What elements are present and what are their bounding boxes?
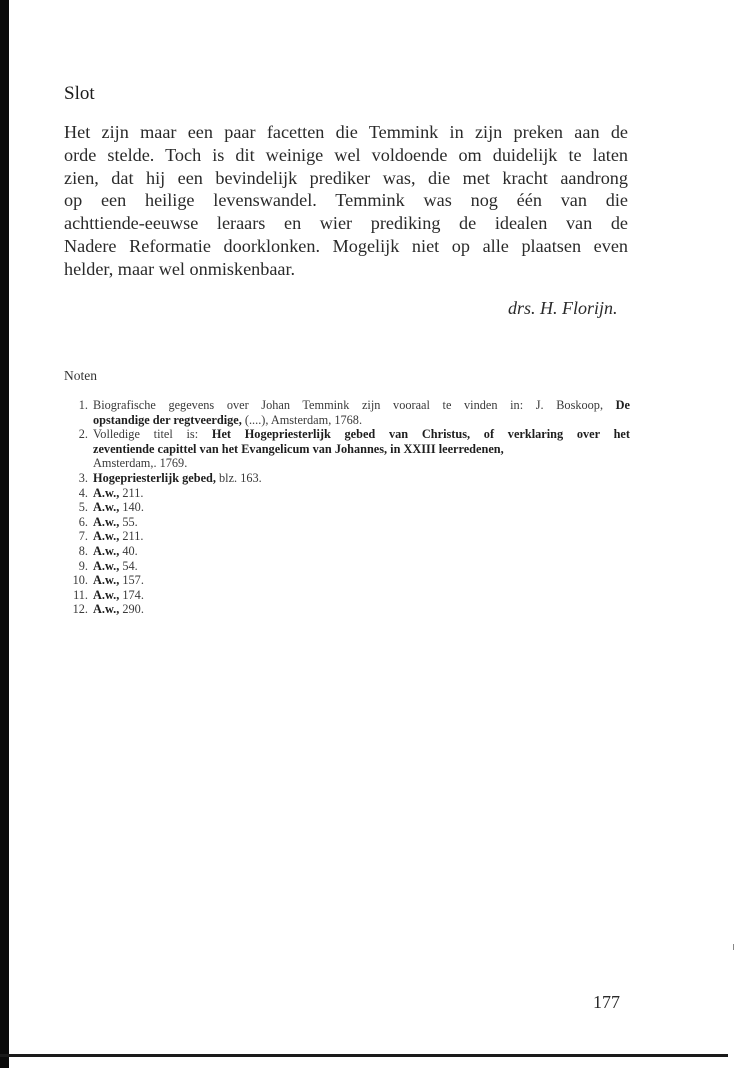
footnote <box>64 588 630 603</box>
footnote-bold-text: A.w., <box>93 543 120 558</box>
footnote-number: 2. <box>78 427 88 442</box>
page-number: 177 <box>593 992 620 1012</box>
footnote <box>64 471 630 486</box>
footnotes-list <box>64 398 630 617</box>
footnote-bold-text: A.w., <box>93 602 120 617</box>
footnote-plain-text: 54. <box>119 558 138 573</box>
footnote <box>64 486 630 501</box>
footnote-plain-text: blz. 163. <box>215 470 262 485</box>
footnote-plain-text: Biografische gegevens over Johan Temmink zijn vooraal te vinden in: J. Boskoop, <box>93 398 616 412</box>
footnote-number: 10. <box>72 573 88 588</box>
footnote-number: 9. <box>78 558 88 573</box>
footnote <box>64 544 630 559</box>
footnote-bold-text: A.w., <box>93 500 120 515</box>
footnote-text <box>93 471 630 486</box>
footnote-text <box>93 486 630 501</box>
section-heading: Slot <box>64 83 95 104</box>
footnote <box>64 398 630 427</box>
footnote-text <box>93 515 630 530</box>
footnote-plain-text: 157. <box>119 573 144 588</box>
footnote-line <box>93 456 630 471</box>
footnote <box>64 559 630 574</box>
footnote-line <box>93 413 630 428</box>
footnote-number: 7. <box>78 529 88 544</box>
footnote-text <box>93 544 630 559</box>
paragraph-line: helder, maar wel onmiskenbaar. <box>64 258 296 279</box>
footnote-bold-text: Het Hogepriesterlijk gebed van Christus, of verklaring over het <box>211 427 630 442</box>
footnote-text <box>93 602 630 617</box>
footnote-bold-text: De <box>615 398 630 412</box>
footnote-plain-text: (....), Amsterdam, 1768. <box>241 412 363 427</box>
paragraph-line: orde stelde. Toch is dit weinige wel voldoende om duidelijk te laten <box>64 144 628 165</box>
footnote <box>64 529 630 544</box>
footnote-bold-text: A.w., <box>93 529 120 544</box>
footnote-number: 6. <box>78 514 88 529</box>
footnote-plain-text: 55. <box>119 514 138 529</box>
footnote <box>64 602 630 617</box>
footnote-text <box>93 427 630 471</box>
footnote-number: 5. <box>78 500 88 515</box>
footnote-text <box>93 500 630 515</box>
footnote-bold-text: A.w., <box>93 587 120 602</box>
paragraph-line: Nadere Reformatie doorklonken. Mogelijk niet op alle plaatsen even <box>64 235 628 256</box>
footnote-text <box>93 559 630 574</box>
footnote-line <box>93 442 630 457</box>
footnote <box>64 427 630 471</box>
footnote-plain-text: 290. <box>119 602 144 617</box>
footnote-number: 12. <box>72 602 88 617</box>
footnote-bold-text: A.w., <box>93 514 120 529</box>
footnote-plain-text: 211. <box>119 529 144 544</box>
scan-mark <box>733 944 734 950</box>
footnote-bold-text: A.w., <box>93 558 120 573</box>
footnote-number: 8. <box>78 543 88 558</box>
footnote-bold-text: zeventiende capittel van het Evangelicum van Johannes, in XXIII leerredenen, <box>93 441 504 456</box>
footnote-line <box>93 398 630 413</box>
footnote-bold-text: A.w., <box>93 485 120 500</box>
paragraph-line: op een heilige levenswandel. Temmink was nog één van die <box>64 190 628 211</box>
footnote-bold-text: opstandige der regtveerdige, <box>93 412 242 427</box>
footnote-number: 3. <box>78 470 88 485</box>
footnote-plain-text: 40. <box>119 543 138 558</box>
footnote-bold-text: A.w., <box>93 573 120 588</box>
footnote-text <box>93 588 630 603</box>
footnote-line <box>93 427 630 442</box>
footnote <box>64 573 630 588</box>
footnote-plain-text: 174. <box>119 587 144 602</box>
footnote-text <box>93 529 630 544</box>
footnote-plain-text: 211. <box>119 485 144 500</box>
notes-heading: Noten <box>64 368 97 383</box>
footnote-plain-text: Volledige titel is: <box>93 427 212 442</box>
footnote-number: 11. <box>73 587 88 602</box>
footnote <box>64 515 630 530</box>
paragraph-line: zien, dat hij een bevindelijk prediker was, die met kracht aandrong <box>64 167 628 188</box>
footnote-number: 1. <box>78 398 88 412</box>
footnote-bold-text: Hogepriesterlijk gebed, <box>93 470 216 485</box>
footnote <box>64 500 630 515</box>
footnote-text <box>93 398 630 427</box>
footnote-plain-text: 140. <box>119 500 144 515</box>
closing-paragraph <box>64 121 628 281</box>
author-signature: drs. H. Florijn. <box>508 298 618 318</box>
paragraph-line: Het zijn maar een paar facetten die Temmink in zijn preken aan de <box>64 122 628 142</box>
scan-edge-bottom <box>0 1054 728 1057</box>
footnote-text <box>93 573 630 588</box>
footnote-plain-text: Amsterdam,. 1769. <box>93 456 188 471</box>
footnote-number: 4. <box>78 485 88 500</box>
paragraph-line: achttiende-eeuwse leraars en wier prediking de idealen van de <box>64 213 628 234</box>
scan-edge-left <box>0 0 9 1068</box>
